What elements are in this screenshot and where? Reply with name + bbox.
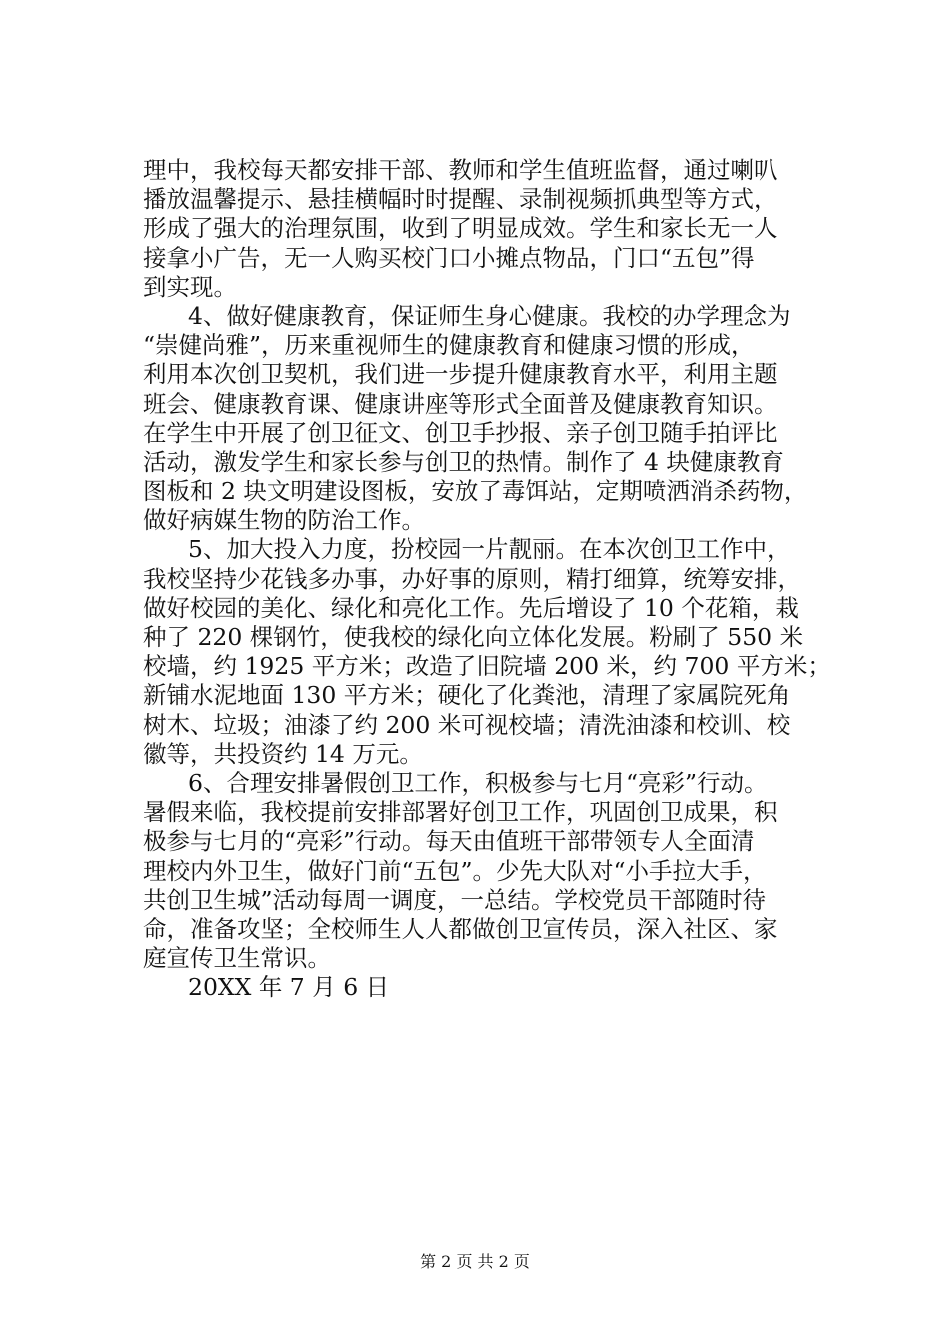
text-line: 种了 220 棵钢竹，使我校的绿化向立体化发展。粉刷了 550 米 (143, 623, 804, 651)
text-line: 新铺水泥地面 130 平方米；硬化了化粪池，清理了家属院死角 (143, 681, 791, 710)
text-line: “崇健尚雅”，历来重视师生的健康教育和健康习惯的形成， (143, 331, 755, 360)
text-line: 极参与七月的“亮彩”行动。每天由值班干部带领专人全面清 (143, 827, 755, 856)
text-line: 校墙，约 1925 平方米；改造了旧院墙 200 米，约 700 平方米； (143, 652, 831, 681)
text-line: 做好病媒生物的防治工作。 (143, 506, 425, 535)
text-line: 做好校园的美化、绿化和亮化工作。先后增设了 10 个花箱，栽 (143, 593, 799, 622)
text-line: 暑假来临，我校提前安排部署好创卫工作，巩固创卫成果，积 (143, 798, 778, 827)
text-line: 树木、垃圾；油漆了约 200 米可视校墙；清洗油漆和校训、校 (143, 710, 791, 739)
text-line: 接拿小广告，无一人购买校门口小摊点物品，门口“五包”得 (143, 243, 755, 272)
document-body (143, 156, 843, 1002)
text-line: 班会、健康教育课、健康讲座等形式全面普及健康教育知识。 (143, 389, 778, 418)
text-line: 在学生中开展了创卫征文、创卫手抄报、亲子创卫随手拍评比 (143, 418, 778, 447)
text-line: 利用本次创卫契机，我们进一步提升健康教育水平，利用主题 (143, 360, 778, 389)
text-line: 形成了强大的治理氛围，收到了明显成效。学生和家长无一人 (143, 214, 778, 243)
text-line: 庭宣传卫生常识。 (143, 944, 331, 973)
text-line: 5、加大投入力度，扮校园一片靓丽。在本次创卫工作中， (188, 535, 791, 564)
text-line: 20XX 年 7 月 6 日 (188, 973, 390, 1002)
text-line: 到实现。 (143, 272, 237, 301)
text-line: 理校内外卫生，做好门前“五包”。少先大队对“小手拉大手， (143, 856, 767, 885)
text-line: 活动，激发学生和家长参与创卫的热情。制作了 4 块健康教育 (143, 447, 784, 476)
text-line: 共创卫生城”活动每周一调度，一总结。学校党员干部随时待 (143, 885, 767, 914)
text-line: 4、做好健康教育，保证师生身心健康。我校的办学理念为 (188, 301, 791, 330)
text-line: 徽等，共投资约 14 万元。 (143, 739, 423, 768)
text-line: 命，准备攻坚；全校师生人人都做创卫宣传员，深入社区、家 (143, 914, 778, 943)
text-line: 图板和 2 块文明建设图板，安放了毒饵站，定期喷洒消杀药物， (143, 477, 808, 506)
page-footer: 第 2 页 共 2 页 (420, 1252, 530, 1271)
text-line: 6、合理安排暑假创卫工作，积极参与七月“亮彩”行动。 (188, 768, 768, 797)
text-line: 播放温馨提示、悬挂横幅时时提醒、录制视频抓典型等方式， (143, 185, 778, 214)
text-line: 理中，我校每天都安排干部、教师和学生值班监督，通过喇叭 (143, 156, 778, 184)
text-line: 我校坚持少花钱多办事，办好事的原则，精打细算，统筹安排， (143, 564, 801, 593)
